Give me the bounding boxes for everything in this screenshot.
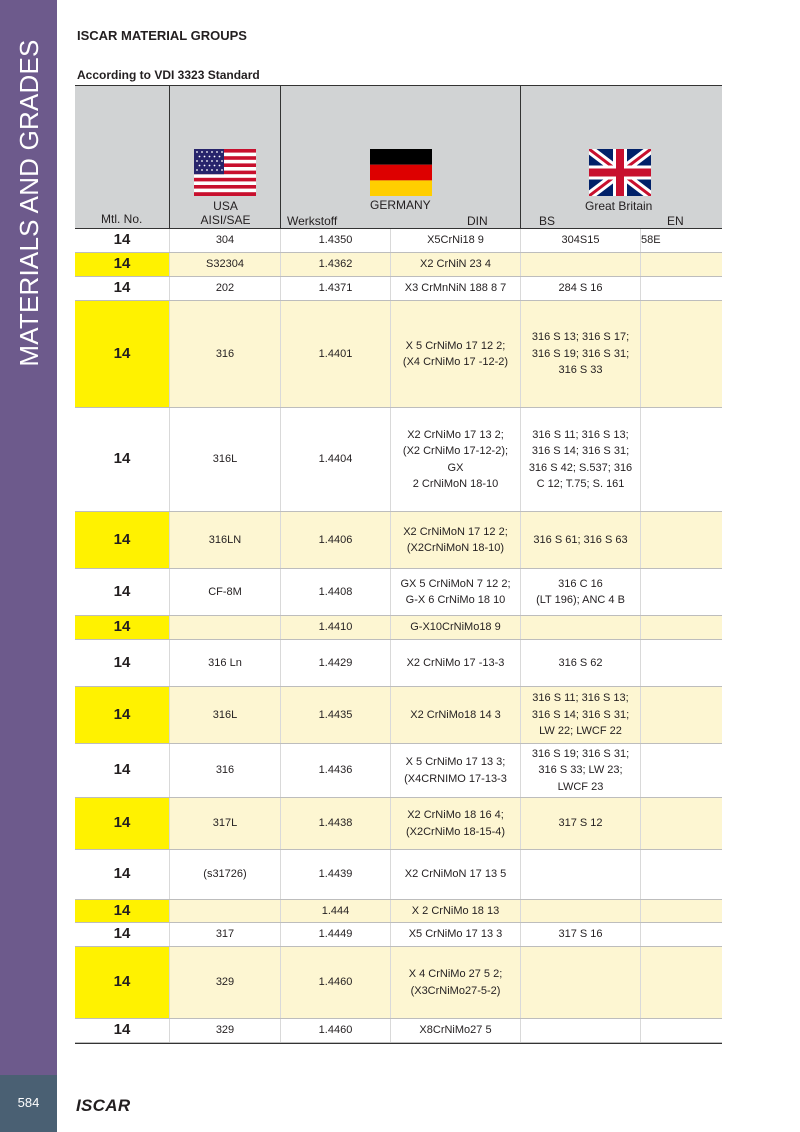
werkstoff-cell <box>281 569 391 615</box>
mtl-cell-text: 14 <box>113 761 131 779</box>
table-row <box>75 744 722 798</box>
mtl-cell <box>75 301 170 407</box>
mtl-cell-text: 14 <box>113 255 131 273</box>
bs-cell <box>521 900 641 922</box>
usa-cell <box>170 229 281 252</box>
din-cell-text: X 4 CrNiMo 27 5 2; (X3CrNiMo27-5-2) <box>408 968 503 997</box>
bs-cell-text: 316 C 16 (LT 196); ANC 4 B <box>536 577 625 606</box>
header-din: DIN <box>467 214 488 228</box>
sidebar <box>0 0 57 1132</box>
table-row <box>75 798 722 850</box>
werkstoff-cell-text: 1.4460 <box>318 1024 353 1037</box>
usa-cell <box>170 1019 281 1042</box>
mtl-cell <box>75 616 170 639</box>
werkstoff-cell-text: 1.4408 <box>318 585 353 598</box>
mtl-cell <box>75 640 170 686</box>
materials-table <box>75 85 722 1044</box>
werkstoff-cell-text: 1.4449 <box>318 928 353 941</box>
mtl-cell-text: 14 <box>113 973 131 991</box>
usa-cell-text: 317 <box>215 928 235 941</box>
table-row <box>75 687 722 744</box>
usa-cell <box>170 512 281 568</box>
bs-cell-text: 316 S 11; 316 S 13; 316 S 14; 316 S 31; 316 S 42; S.537; 316 C 12; T.75; S. 161 <box>528 428 633 490</box>
mtl-cell-text: 14 <box>113 653 131 671</box>
werkstoff-cell <box>281 947 391 1018</box>
uk-flag-icon <box>589 149 651 196</box>
header-usa <box>170 86 281 228</box>
usa-cell <box>170 923 281 946</box>
mtl-cell <box>75 744 170 797</box>
din-cell-text: X5CrNi18 9 <box>427 234 484 247</box>
table-bottom-rule <box>75 1043 722 1044</box>
din-cell-text: X2 CrNiMoN 17 12 2; (X2CrNiMoN 18-10) <box>403 525 508 554</box>
din-cell <box>391 900 521 922</box>
werkstoff-cell-text: 1.4436 <box>318 764 353 777</box>
bs-cell-text: 316 S 11; 316 S 13; 316 S 14; 316 S 31; LW 22; LWCF 22 <box>531 692 630 738</box>
werkstoff-cell-text: 1.4404 <box>318 453 353 466</box>
en-cell <box>641 640 722 686</box>
bs-cell <box>521 744 641 797</box>
usa-cell-text: 329 <box>215 976 235 989</box>
usa-cell-text: S32304 <box>206 258 244 271</box>
werkstoff-cell <box>281 923 391 946</box>
bs-cell-text: 316 S 19; 316 S 31; 316 S 33; LW 23; LWCF 23 <box>531 747 630 793</box>
table-row <box>75 408 722 512</box>
din-cell <box>391 687 521 743</box>
header-bs: BS <box>539 214 556 228</box>
table-row <box>75 277 722 301</box>
table-header <box>75 85 722 229</box>
werkstoff-cell-text: 1.4410 <box>318 621 353 634</box>
table-body <box>75 229 722 1043</box>
mtl-cell-text: 14 <box>113 814 131 832</box>
en-cell <box>641 512 722 568</box>
werkstoff-cell <box>281 408 391 511</box>
en-cell <box>641 744 722 797</box>
usa-cell-text: (s31726) <box>203 868 247 881</box>
din-cell-text: X2 CrNiN 23 4 <box>420 258 491 271</box>
section-title: MATERIALS AND GRADES <box>14 39 44 367</box>
din-cell-text: X2 CrNiMo 17 -13-3 <box>406 656 505 669</box>
bs-cell <box>521 923 641 946</box>
en-cell <box>641 277 722 300</box>
werkstoff-cell-text: 1.4435 <box>318 708 353 721</box>
table-row <box>75 229 722 253</box>
din-cell-text: GX 5 CrNiMoN 7 12 2; G-X 6 CrNiMo 18 10 <box>400 577 511 606</box>
brand-logo: ISCAR <box>76 1096 131 1115</box>
en-cell <box>641 687 722 743</box>
din-cell <box>391 798 521 849</box>
bs-cell <box>521 850 641 899</box>
mtl-cell <box>75 408 170 511</box>
usa-cell-text: 202 <box>215 282 235 295</box>
bs-cell <box>521 253 641 276</box>
bs-cell <box>521 229 641 252</box>
werkstoff-cell-text: 1.444 <box>321 904 350 917</box>
bs-cell <box>521 277 641 300</box>
werkstoff-cell <box>281 687 391 743</box>
din-cell-text: G-X10CrNiMo18 9 <box>410 621 501 634</box>
mtl-cell <box>75 798 170 849</box>
bs-cell <box>521 947 641 1018</box>
werkstoff-cell-text: 1.4439 <box>318 868 353 881</box>
werkstoff-cell <box>281 229 391 252</box>
werkstoff-cell-text: 1.4406 <box>318 533 353 546</box>
en-cell <box>641 947 722 1018</box>
mtl-cell-text: 14 <box>113 901 131 919</box>
usa-cell <box>170 798 281 849</box>
usa-flag-icon <box>194 149 256 196</box>
en-cell <box>641 301 722 407</box>
header-mtl <box>75 86 170 228</box>
din-cell-text: X5 CrNiMo 17 13 3 <box>408 928 503 941</box>
mtl-cell-text: 14 <box>113 279 131 297</box>
din-cell <box>391 744 521 797</box>
header-mtl-label: Mtl. No. <box>101 212 143 226</box>
table-row <box>75 640 722 687</box>
mtl-cell <box>75 1019 170 1042</box>
din-cell <box>391 640 521 686</box>
din-cell <box>391 616 521 639</box>
usa-cell <box>170 301 281 407</box>
table-row <box>75 569 722 616</box>
en-cell <box>641 616 722 639</box>
table-row <box>75 900 722 923</box>
din-cell-text: X2 CrNiMoN 17 13 5 <box>404 868 507 881</box>
din-cell-text: X3 CrMnNiN 188 8 7 <box>404 282 507 295</box>
bs-cell <box>521 408 641 511</box>
mtl-cell-text: 14 <box>113 865 131 883</box>
usa-cell <box>170 616 281 639</box>
page-subtitle: According to VDI 3323 Standard <box>77 68 260 82</box>
table-row <box>75 512 722 569</box>
bs-cell-text: 316 S 61; 316 S 63 <box>533 533 628 546</box>
din-cell <box>391 229 521 252</box>
bs-cell-text: 317 S 12 <box>558 817 603 830</box>
mtl-cell-text: 14 <box>113 618 131 636</box>
werkstoff-cell <box>281 277 391 300</box>
usa-cell <box>170 900 281 922</box>
werkstoff-cell <box>281 744 391 797</box>
din-cell <box>391 850 521 899</box>
usa-cell-text: 317L <box>212 817 238 830</box>
en-cell <box>641 569 722 615</box>
werkstoff-cell <box>281 616 391 639</box>
din-cell-text: X2 CrNiMo18 14 3 <box>410 708 501 721</box>
usa-cell-text: 316 <box>215 347 235 360</box>
mtl-cell-text: 14 <box>113 231 131 249</box>
din-cell <box>391 408 521 511</box>
mtl-cell <box>75 277 170 300</box>
header-werkstoff: Werkstoff <box>287 214 338 228</box>
table-row <box>75 301 722 408</box>
din-cell-text: X 2 CrNiMo 18 13 <box>411 904 500 917</box>
usa-cell <box>170 277 281 300</box>
din-cell <box>391 277 521 300</box>
mtl-cell <box>75 512 170 568</box>
werkstoff-cell <box>281 512 391 568</box>
mtl-cell <box>75 569 170 615</box>
usa-cell <box>170 744 281 797</box>
usa-cell <box>170 408 281 511</box>
page-number: 584 <box>17 1095 40 1110</box>
din-cell <box>391 253 521 276</box>
usa-cell-text: CF-8M <box>208 585 242 598</box>
en-cell <box>641 798 722 849</box>
werkstoff-cell-text: 1.4362 <box>318 258 353 271</box>
bs-cell-text: 316 S 13; 316 S 17; 316 S 19; 316 S 31; 316 S 33 <box>531 331 630 377</box>
mtl-cell <box>75 923 170 946</box>
werkstoff-cell <box>281 798 391 849</box>
werkstoff-cell-text: 1.4460 <box>318 976 353 989</box>
usa-cell-text: 316 <box>215 764 235 777</box>
usa-cell <box>170 850 281 899</box>
usa-cell <box>170 947 281 1018</box>
header-germany-country: GERMANY <box>370 198 431 212</box>
header-great-britain <box>521 86 722 228</box>
bs-cell <box>521 687 641 743</box>
usa-cell-text: 316LN <box>208 533 242 546</box>
header-usa-std: AISI/SAE <box>200 213 251 227</box>
din-cell <box>391 1019 521 1042</box>
en-cell <box>641 900 722 922</box>
usa-cell-text: 316L <box>212 453 238 466</box>
en-cell <box>641 1019 722 1042</box>
header-gb-country: Great Britain <box>585 199 653 213</box>
din-cell-text: X2 CrNiMo 18 16 4; (X2CrNiMo 18-15-4) <box>405 809 506 838</box>
table-row <box>75 947 722 1019</box>
usa-cell-text: 304 <box>215 234 235 247</box>
usa-cell <box>170 640 281 686</box>
bs-cell-text: 284 S 16 <box>558 282 603 295</box>
werkstoff-cell <box>281 640 391 686</box>
mtl-cell-text: 14 <box>113 450 131 468</box>
table-row <box>75 1019 722 1043</box>
header-en: EN <box>667 214 684 228</box>
werkstoff-cell <box>281 850 391 899</box>
werkstoff-cell-text: 1.4438 <box>318 817 353 830</box>
page-title: ISCAR MATERIAL GROUPS <box>77 28 247 43</box>
din-cell <box>391 301 521 407</box>
usa-cell <box>170 687 281 743</box>
en-cell-text: 58E <box>641 234 661 247</box>
bs-cell <box>521 512 641 568</box>
werkstoff-cell <box>281 1019 391 1042</box>
bs-cell <box>521 301 641 407</box>
header-germany <box>281 86 521 228</box>
mtl-cell-text: 14 <box>113 530 131 548</box>
mtl-cell-text: 14 <box>113 1021 131 1039</box>
mtl-cell-text: 14 <box>113 705 131 723</box>
mtl-cell-text: 14 <box>113 582 131 600</box>
din-cell <box>391 947 521 1018</box>
en-cell <box>641 253 722 276</box>
table-row <box>75 923 722 947</box>
usa-cell-text: 316L <box>212 708 238 721</box>
werkstoff-cell-text: 1.4350 <box>318 234 353 247</box>
bs-cell <box>521 798 641 849</box>
mtl-cell-text: 14 <box>113 344 131 362</box>
din-cell <box>391 512 521 568</box>
mtl-cell <box>75 900 170 922</box>
germany-flag-icon <box>370 149 432 196</box>
usa-cell-text: 329 <box>215 1024 235 1037</box>
mtl-cell <box>75 229 170 252</box>
werkstoff-cell <box>281 900 391 922</box>
table-row <box>75 253 722 277</box>
din-cell-text: X2 CrNiMo 17 13 2; (X2 CrNiMo 17-12-2); GX 2 CrNiMoN 18-10 <box>402 428 509 490</box>
header-usa-country: USA <box>213 199 238 213</box>
din-cell <box>391 569 521 615</box>
werkstoff-cell-text: 1.4429 <box>318 656 353 669</box>
usa-cell <box>170 253 281 276</box>
werkstoff-cell-text: 1.4371 <box>318 282 353 295</box>
mtl-cell-text: 14 <box>113 925 131 943</box>
bs-cell <box>521 569 641 615</box>
en-cell <box>641 229 722 252</box>
mtl-cell <box>75 687 170 743</box>
din-cell <box>391 923 521 946</box>
bs-cell-text: 317 S 16 <box>558 928 603 941</box>
bs-cell <box>521 640 641 686</box>
werkstoff-cell <box>281 253 391 276</box>
mtl-cell <box>75 947 170 1018</box>
en-cell <box>641 850 722 899</box>
bs-cell <box>521 1019 641 1042</box>
bs-cell-text: 304S15 <box>561 234 600 247</box>
bs-cell <box>521 616 641 639</box>
bs-cell-text: 316 S 62 <box>558 656 603 669</box>
en-cell <box>641 923 722 946</box>
din-cell-text: X 5 CrNiMo 17 13 3; (X4CRNIMO 17-13-3 <box>404 756 507 785</box>
din-cell-text: X 5 CrNiMo 17 12 2; (X4 CrNiMo 17 -12-2) <box>402 339 509 368</box>
en-cell <box>641 408 722 511</box>
mtl-cell <box>75 850 170 899</box>
werkstoff-cell <box>281 301 391 407</box>
table-row <box>75 616 722 640</box>
din-cell-text: X8CrNiMo27 5 <box>419 1024 492 1037</box>
werkstoff-cell-text: 1.4401 <box>318 347 353 360</box>
mtl-cell <box>75 253 170 276</box>
usa-cell <box>170 569 281 615</box>
usa-cell-text: 316 Ln <box>208 656 242 669</box>
table-row <box>75 850 722 900</box>
